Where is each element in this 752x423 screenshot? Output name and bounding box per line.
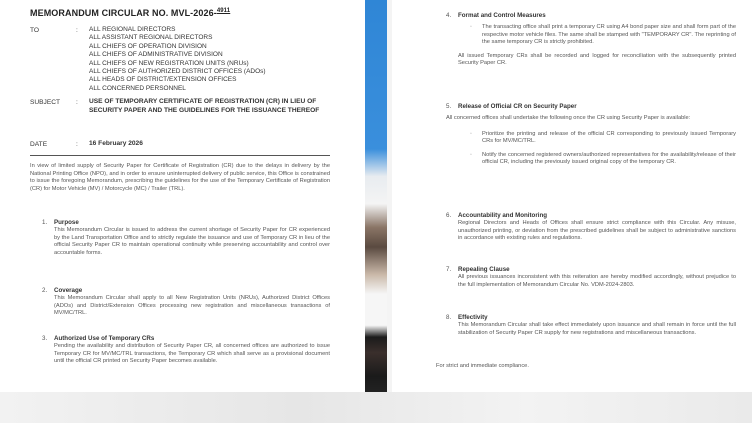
intro-paragraph: In view of limited supply of Security Paper for Certificate of Registration (CR) due to the delays in delivery by the National Printing Office (NPO), and in order to ensure uninterrupted delivery of public service, this Office is constrained to issue the foregoing Memorandum, prescribing the guidelines for the use of the Temporary Certificate of Registration (CR) for Motor Vehicle (MV) / Motorcycle (MC) / Trailer (TRL).: [30, 163, 330, 192]
section-title: Coverage: [54, 287, 83, 294]
closing-line: For strict and immediate compliance.: [436, 363, 529, 369]
recipient-list: [89, 26, 266, 93]
document-page-right: [392, 0, 752, 392]
to-colon: :: [76, 27, 78, 34]
section-number: 8.: [446, 314, 452, 321]
section-release-official-cr: [446, 103, 736, 167]
date-value: 16 February 2026: [89, 140, 143, 147]
section-heading: [446, 314, 736, 322]
memo-number: 4911: [216, 8, 231, 14]
section-heading: [446, 212, 736, 220]
section-format-control: [446, 12, 736, 68]
section-heading: [42, 335, 330, 343]
section-number: 2.: [42, 287, 48, 294]
memo-title: [30, 8, 230, 18]
bullet-item: ▫ The transacting office shall print a temporary CR using A4 bond paper size and shall form part of the respective motor vehicle files. The same shall be stamped with "TEMPORARY CR". The reprinting of the same temporary CR is strictly prohibited.: [468, 24, 736, 47]
date-colon: :: [76, 141, 78, 148]
section-body: All issued Temporary CRs shall be recorded and logged for reconciliation with the subsequently printed Security Paper CR.: [458, 52, 736, 67]
section-body: This Memorandum Circular is issued to address the current shortage of Security Paper for CR experienced by the Land Transportation Office and to strictly regulate the issuance and use of Temporary CR in lieu of the official Security Paper CR to maintain operational continuity while preserving accountability and control over accountable forms.: [54, 227, 330, 256]
section-body: All concerned offices shall undertake the following once the CR using Security Paper is available:: [446, 115, 691, 121]
section-heading: [42, 219, 330, 227]
section-number: 6.: [446, 212, 452, 219]
recipient: ALL CHIEFS OF ADMINISTRATIVE DIVISION: [89, 51, 223, 59]
document-page-left: [0, 0, 365, 392]
desk-surface: [0, 392, 752, 423]
recipient: ALL CONCERNED PERSONNEL: [89, 84, 186, 92]
section-number: 5.: [446, 103, 452, 110]
section-title: Accountability and Monitoring: [458, 212, 548, 219]
recipient: ALL CHIEFS OF AUTHORIZED DISTRICT OFFICES (ADOs): [89, 68, 266, 76]
section-number: 3.: [42, 335, 48, 342]
section-title: Effectivity: [458, 314, 488, 321]
bullet-item: ▫ Prioritize the printing and release of the official CR corresponding to previously issued Temporary CRs for MV/MC/TRL.: [468, 131, 736, 146]
to-label: TO: [30, 27, 40, 34]
section-body: Regional Directors and Heads of Offices shall ensure strict compliance with this Circular. Any misuse, unauthorized printing, or deviation from the prescribed guidelines shall be subject to administrative sanctions in accordance with existing rules and regulations.: [458, 220, 736, 242]
section-effectivity: [446, 314, 736, 337]
section-title: Authorized Use of Temporary CRs: [54, 335, 155, 342]
header-divider: [30, 155, 330, 156]
memo-title-text: MEMORANDUM CIRCULAR NO. MVL-2026-: [30, 8, 217, 18]
recipient: ALL REGIONAL DIRECTORS: [89, 26, 176, 33]
section-coverage: [42, 287, 330, 318]
background-photo-strip: [365, 0, 387, 392]
recipient: ALL ASSISTANT REGIONAL DIRECTORS: [89, 34, 213, 42]
recipient: ALL CHIEFS OF OPERATION DIVISION: [89, 42, 207, 50]
section-repealing-clause: [446, 266, 736, 289]
section-title: Format and Control Measures: [458, 12, 546, 19]
recipient: ALL CHIEFS OF NEW REGISTRATION UNITS (NRUs): [89, 59, 249, 67]
section-purpose: [42, 219, 330, 257]
section-body: All previous issuances inconsistent with this reiteration are hereby modified accordingly, without prejudice to the full implementation of Memorandum Circular No. VDM-2024-2803.: [458, 274, 736, 288]
section-authorized-use: [42, 335, 330, 366]
section-body: This Memorandum Circular shall take effect immediately upon issuance and shall remain in force until the full stabilization of Security Paper CR supply for new registrations and miscellaneous transactions.: [458, 322, 736, 336]
section-heading: [42, 287, 330, 295]
section-title: Purpose: [54, 219, 79, 226]
subject-label: SUBJECT: [30, 99, 61, 106]
section-heading: [446, 103, 736, 111]
section-title: Repealing Clause: [458, 266, 510, 273]
section-body: Pending the availability and distribution of Security Paper CR, all concerned offices are authorized to issue Temporary CR for MV/MC/TRL transactions, the Temporary CR which shall serve as a provisional document until the official CR printed on Security Paper becomes available.: [54, 343, 330, 365]
section-heading: [446, 266, 736, 274]
section-accountability: [446, 212, 736, 243]
date-label: DATE: [30, 141, 48, 148]
section-heading: [446, 12, 736, 20]
section-body: This Memorandum Circular shall apply to all New Registration Units (NRUs), Authorized District Offices (ADOs) and District/Extension Offices processing new registration and miscellaneous transactions of MV/MC/TRL.: [54, 295, 330, 317]
section-title: Release of Official CR on Security Paper: [458, 103, 577, 110]
recipient: ALL HEADS OF DISTRICT/EXTENSION OFFICES: [89, 76, 237, 84]
bullet-item: ▫ Notify the concerned registered owners/authorized representatives for the availability/release of their official CR, including the previously issued original copy of the temporary CR.: [468, 152, 736, 167]
subject-colon: :: [76, 99, 78, 106]
subject-text: USE OF TEMPORARY CERTIFICATE OF REGISTRATION (CR) IN LIEU OF SECURITY PAPER AND THE GUIDELINES FOR THE ISSUANCE THEREOF: [89, 98, 320, 114]
section-number: 1.: [42, 219, 48, 226]
section-number: 7.: [446, 266, 452, 273]
section-number: 4.: [446, 12, 452, 19]
